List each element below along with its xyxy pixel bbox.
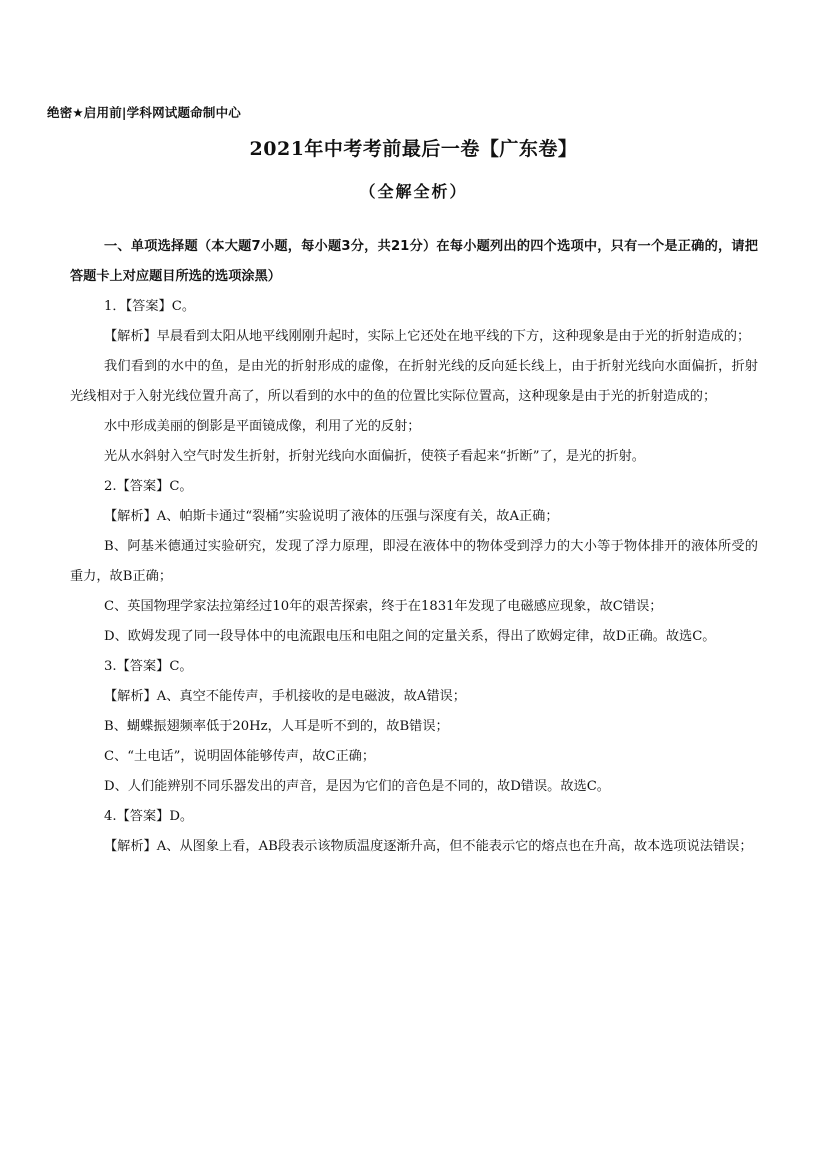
explanation-paragraph: D、欧姆发现了同一段导体中的电流跟电压和电阻之间的定量关系，得出了欧姆定律，故D正确。故选C。 xyxy=(104,629,716,644)
explanation-paragraph: 【解析】A、帕斯卡通过“裂桶”实验说明了液体的压强与深度有关，故A正确； xyxy=(104,509,559,524)
document-body xyxy=(70,232,758,862)
explanation-paragraph: C、“土电话”，说明固体能够传声，故C正确； xyxy=(104,749,376,764)
answer-line: 1．【答案】C。 xyxy=(104,299,196,314)
answer-line: 4.【答案】D。 xyxy=(104,809,194,824)
answer-line: 2.【答案】C。 xyxy=(104,479,193,494)
document-title: 2021年中考考前最后一卷【广东卷】 xyxy=(249,138,578,160)
explanation-paragraph: C、英国物理学家法拉第经过10年的艰苦探索，终于在1831年发现了电磁感应现象，故C错误； xyxy=(104,599,663,614)
explanation-paragraph: 水中形成美丽的倒影是平面镜成像，利用了光的反射； xyxy=(104,419,421,434)
section-heading: 一、单项选择题（本大题7小题，每小题3分，共21分）在每小题列出的四个选项中，只有一个是正确的，请把答题卡上对应题目所选的选项涂黑） xyxy=(70,239,758,284)
confidential-label: 绝密★启用前|学科网试题命制中心 xyxy=(47,105,241,120)
document-subtitle: （全解全析） xyxy=(359,182,468,201)
explanation-paragraph: 我们看到的水中的鱼，是由光的折射形成的虚像，在折射光线的反向延长线上，由于折射光线向水面偏折，折射光线相对于入射光线位置升高了，所以看到的水中的鱼的位置比实际位置高，这种现象是由于光的折射造成的； xyxy=(70,359,758,404)
explanation-paragraph: 【解析】A、从图象上看，AB段表示该物质温度逐渐升高，但不能表示它的熔点也在升高，故本选项说法错误； xyxy=(104,839,753,854)
answer-line: 3.【答案】C。 xyxy=(104,659,193,674)
explanation-paragraph: 【解析】A、真空不能传声，手机接收的是电磁波，故A错误； xyxy=(104,689,466,704)
explanation-paragraph: B、阿基米德通过实验研究，发现了浮力原理，即浸在液体中的物体受到浮力的大小等于物体排开的液体所受的重力，故B正确； xyxy=(70,539,758,584)
explanation-paragraph: B、蝴蝶振翅频率低于20Hz，人耳是听不到的，故B错误； xyxy=(104,719,449,734)
explanation-paragraph: D、人们能辨别不同乐器发出的声音，是因为它们的音色是不同的，故D错误。故选C。 xyxy=(104,779,610,794)
explanation-paragraph: 光从水斜射入空气时发生折射，折射光线向水面偏折，使筷子看起来“折断”了，是光的折射。 xyxy=(104,449,645,464)
explanation-paragraph: 【解析】早晨看到太阳从地平线刚刚升起时，实际上它还处在地平线的下方，这种现象是由于光的折射造成的； xyxy=(104,329,751,344)
